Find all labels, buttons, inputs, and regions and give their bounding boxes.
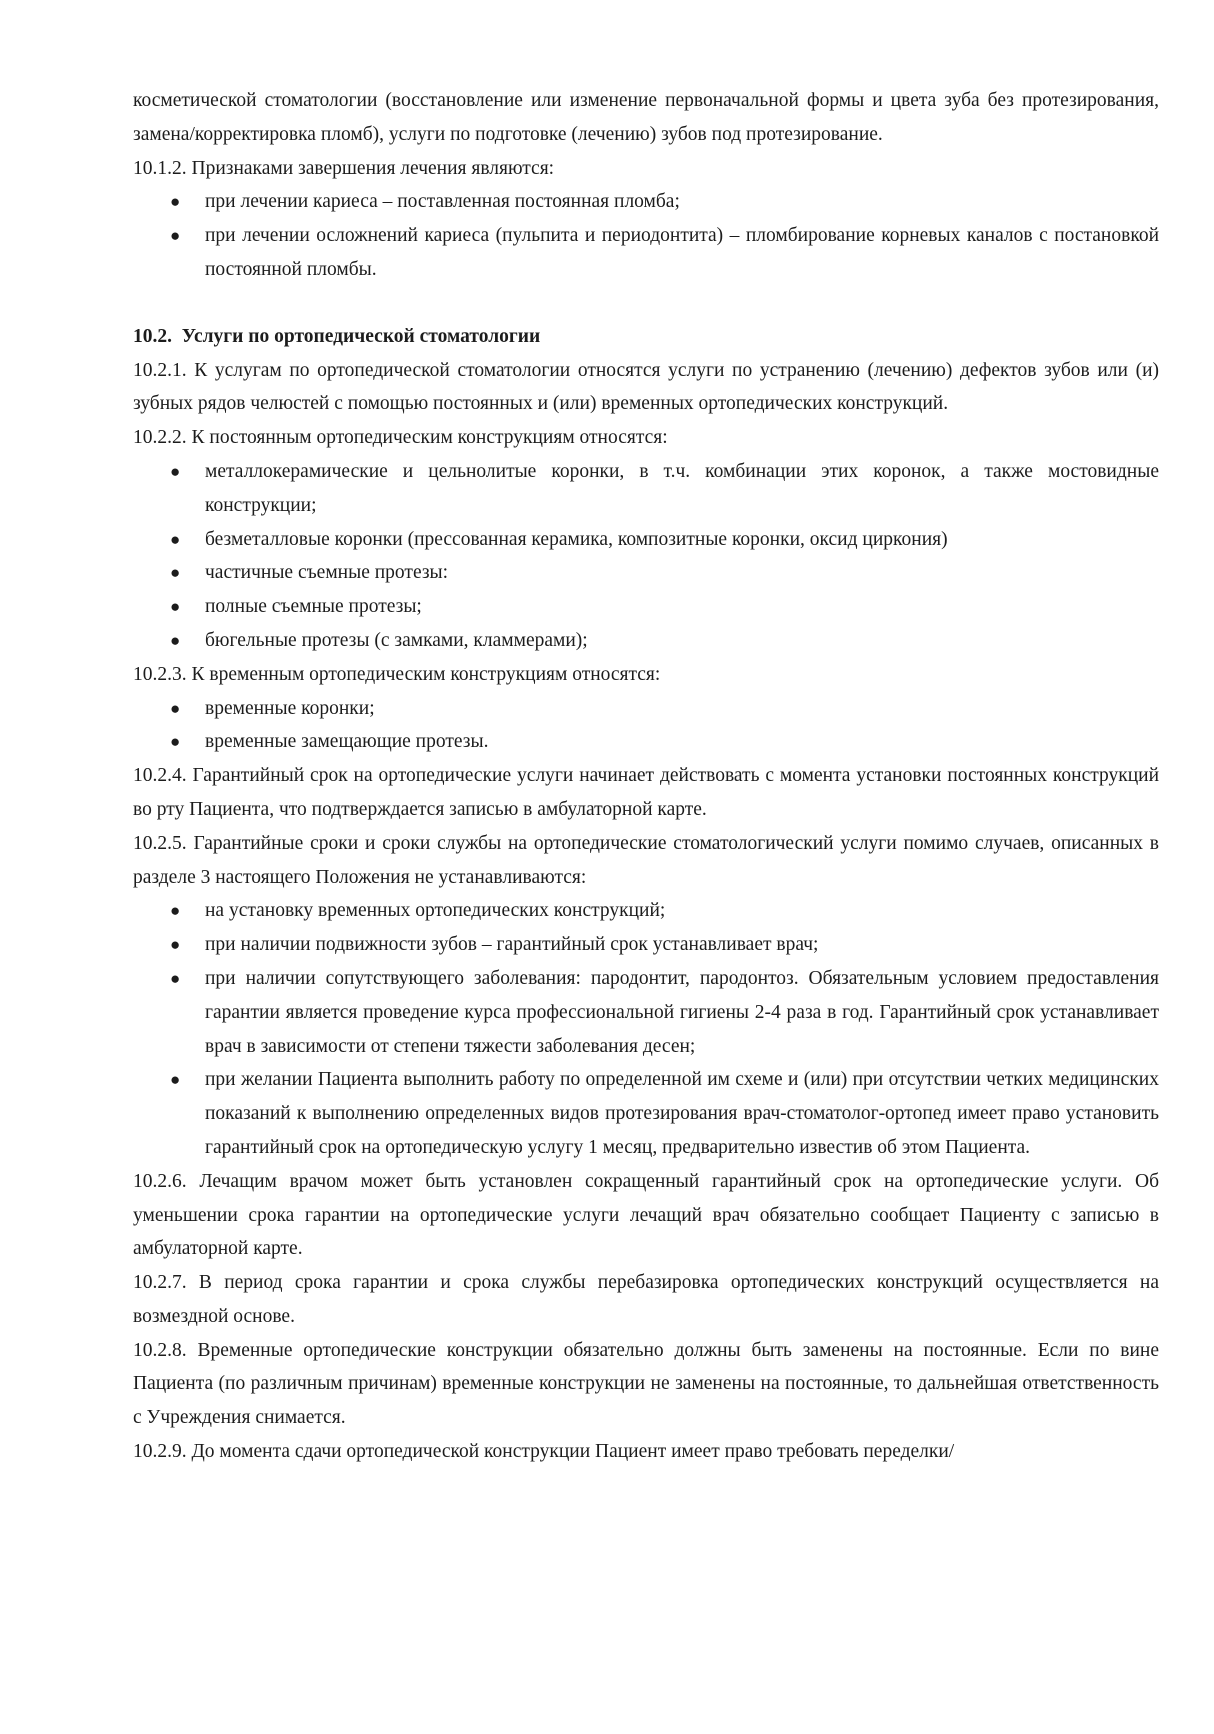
clause-number: 10.2.7.	[133, 1272, 187, 1294]
section-number: 10.2.	[133, 325, 172, 347]
clause-text: К временным ортопедическим конструкциям относятся:	[191, 663, 661, 685]
clause-text: Гарантийные сроки и сроки службы на ортопедические стоматологический услуги помимо случаев, описанных в разделе 3 настоящего Положения не устанавливаются:	[133, 832, 1160, 888]
clause-number: 10.2.6.	[133, 1170, 187, 1192]
document-page	[133, 84, 1159, 1469]
list-item: ● безметалловые коронки (прессованная керамика, композитные коронки, оксид циркония)	[133, 523, 1159, 557]
clause-number: 10.2.5.	[133, 832, 187, 854]
clause-text: В период срока гарантии и срока службы перебазировка ортопедических конструкций осуществляется на возмездной основе.	[133, 1272, 1160, 1327]
clause-number: 10.2.3.	[133, 663, 187, 685]
paragraph-10-2-1	[133, 354, 1159, 422]
bullet-icon: ●	[170, 563, 181, 583]
clause-text: До момента сдачи ортопедической конструкции Пациент имеет право требовать переделки/	[191, 1441, 955, 1463]
clause-text: Временные ортопедические конструкции обязательно должны быть заменены на постоянные. Если по вине Пациента (по различным причинам) временные конструкции не заменены на постоянные, то дальнейшая ответственность с Учреждения снимается.	[133, 1339, 1159, 1429]
list-item: ● при лечении кариеса – поставленная постоянная пломба;	[133, 185, 1159, 219]
list-10-1-2	[133, 185, 1159, 286]
bullet-icon: ●	[170, 901, 181, 921]
paragraph-10-2-9	[133, 1435, 1159, 1469]
paragraph-10-2-5	[133, 827, 1159, 895]
list-item: ● бюгельные протезы (с замками, кламмерами);	[133, 624, 1159, 658]
paragraph-10-2-2	[133, 421, 1159, 455]
clause-number: 10.2.2.	[133, 427, 187, 449]
bullet-icon: ●	[170, 935, 181, 955]
list-item: ● временные замещающие протезы.	[133, 725, 1159, 759]
list-item: ● на установку временных ортопедических конструкций;	[133, 894, 1159, 928]
paragraph-10-2-6	[133, 1165, 1159, 1266]
bullet-icon: ●	[170, 630, 181, 650]
clause-text: Лечащим врачом может быть установлен сокращенный гарантийный срок на ортопедические услуги. Об уменьшении срока гарантии на ортопедические услуги лечащий врач обязательно сообщает Пациенту с записью в амбулаторной карте.	[133, 1170, 1160, 1260]
list-item: ● при наличии подвижности зубов – гарантийный срок устанавливает врач;	[133, 928, 1159, 962]
clause-number: 10.1.2.	[133, 157, 187, 179]
bullet-icon: ●	[170, 597, 181, 617]
bullet-icon: ●	[170, 192, 181, 212]
section-heading-10-2	[133, 320, 1159, 354]
bullet-icon: ●	[170, 461, 181, 481]
bullet-icon: ●	[170, 968, 181, 988]
list-item: ● при желании Пациента выполнить работу по определенной им схеме и (или) при отсутствии четких медицинских показаний к выполнению определенных видов протезирования врач-стоматолог-ортопед имеет право установить гарантийный срок на ортопедическую услугу 1 месяц, предварительно известив об этом Пациента.	[133, 1063, 1159, 1164]
bullet-icon: ●	[170, 698, 181, 718]
bullet-icon: ●	[170, 226, 181, 246]
list-item: ● при лечении осложнений кариеса (пульпита и периодонтита) – пломбирование корневых каналов с постановкой постоянной пломбы.	[133, 219, 1159, 287]
paragraph-10-2-7	[133, 1266, 1159, 1334]
clause-number: 10.2.8.	[133, 1339, 187, 1361]
paragraph-10-2-3	[133, 658, 1159, 692]
clause-text: К услугам по ортопедической стоматологии относятся услуги по устранению (лечению) дефектов зубов или (и) зубных рядов челюстей с помощью постоянных и (или) временных ортопедических конструкций.	[133, 359, 1160, 415]
clause-number: 10.2.9.	[133, 1441, 187, 1463]
list-item: ● временные коронки;	[133, 692, 1159, 726]
list-item: ● полные съемные протезы;	[133, 590, 1159, 624]
list-item: ● при наличии сопутствующего заболевания: пародонтит, пародонтоз. Обязательным условием предоставления гарантии является проведение курса профессиональной гигиены 2-4 раза в год. Гарантийный срок устанавливает врач в зависимости от степени тяжести заболевания десен;	[133, 962, 1159, 1063]
list-10-2-2	[133, 455, 1159, 658]
list-item: ● частичные съемные протезы:	[133, 556, 1159, 590]
list-10-2-3	[133, 692, 1159, 760]
list-10-2-5	[133, 894, 1159, 1164]
bullet-icon: ●	[170, 529, 181, 549]
bullet-icon: ●	[170, 1070, 181, 1090]
clause-text: К постоянным ортопедическим конструкциям относятся:	[191, 427, 668, 449]
clause-number: 10.2.1.	[133, 359, 187, 381]
paragraph-10-2-4	[133, 759, 1159, 827]
bullet-icon: ●	[170, 732, 181, 752]
list-item: ● металлокерамические и цельнолитые коронки, в т.ч. комбинации этих коронок, а также мостовидные конструкции;	[133, 455, 1159, 523]
clause-number: 10.2.4.	[133, 765, 187, 787]
clause-text: Признаками завершения лечения являются:	[191, 157, 555, 179]
paragraph-10-1-2	[133, 152, 1159, 186]
intro-paragraph: косметической стоматологии (восстановление или изменение первоначальной формы и цвета зуба без протезирования, замена/корректировка пломб), услуги по подготовке (лечению) зубов под протезирование.	[133, 90, 1159, 145]
section-title: Услуги по ортопедической стоматологии	[181, 325, 541, 347]
paragraph-10-2-8	[133, 1334, 1159, 1435]
clause-text: Гарантийный срок на ортопедические услуги начинает действовать с момента установки постоянных конструкций во рту Пациента, что подтверждается записью в амбулаторной карте.	[133, 765, 1160, 820]
